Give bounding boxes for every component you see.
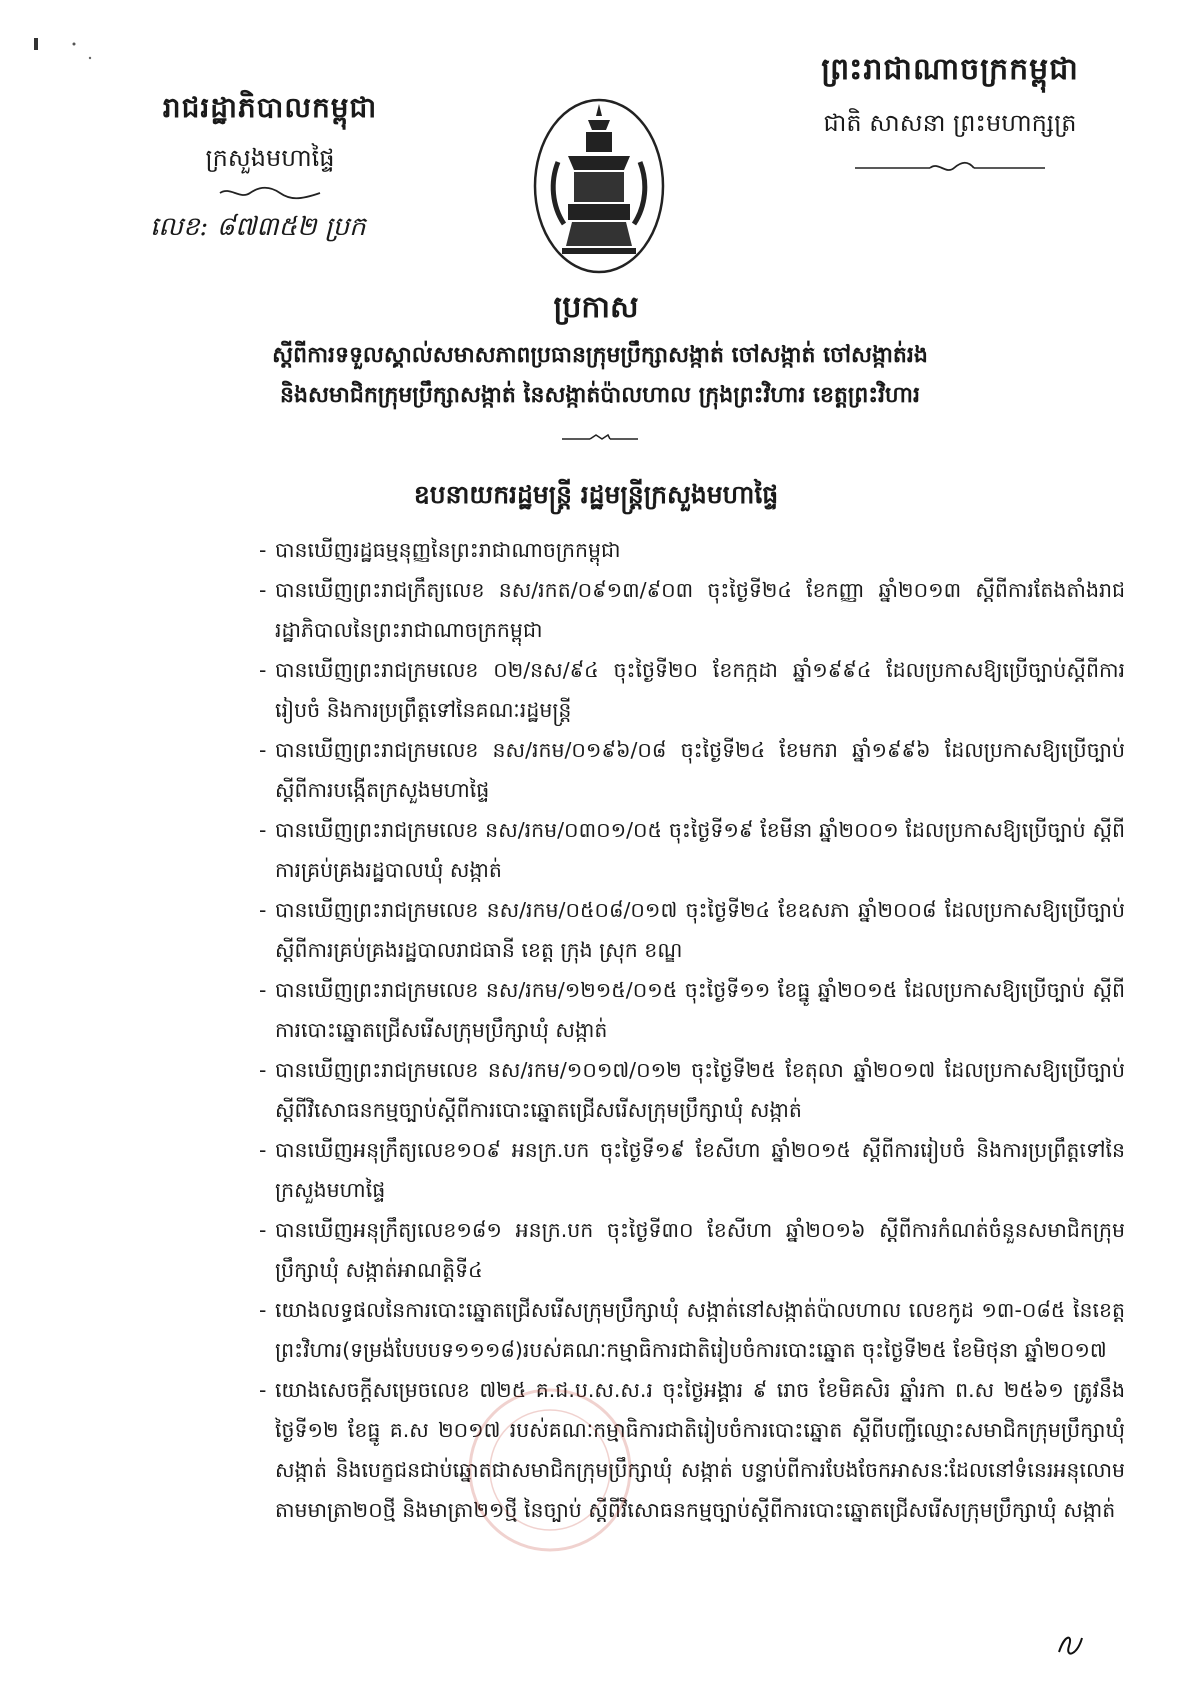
handwritten-initial-icon bbox=[1055, 1630, 1085, 1658]
clause-item: - បានឃើញព្រះរាជក្រមលេខ ០២/នស/៩៤ ចុះថ្ងៃទី២០ ខែកក្កដា ឆ្នាំ១៩៩៤ ដែលប្រកាសឱ្យប្រើច្បាប់ស្តីពីការរៀបចំ និងការប្រព្រឹត្តទៅនៃគណៈរដ្ឋមន្ត្រី bbox=[265, 650, 1125, 730]
clause-item: - បានឃើញអនុក្រឹត្យលេខ១៨១ អនក្រ.បក ចុះថ្ងៃទី៣០ ខែសីហា ឆ្នាំ២០១៦ ស្តីពីការកំណត់ចំនួនសមាជិកក្រុមប្រឹក្សាឃុំ សង្កាត់អាណត្តិទី៤ bbox=[265, 1210, 1125, 1290]
clause-item: - បានឃើញព្រះរាជក្រមលេខ នស/រកម/០៥០៨/០១៧ ចុះថ្ងៃទី២៤ ខែឧសភា ឆ្នាំ២០០៨ ដែលប្រកាសឱ្យប្រើច្បាប់ ស្តីពីការគ្រប់គ្រងរដ្ឋបាលរាជធានី ខេត្ត ក្រុង ស្រុក ខណ្ឌ bbox=[265, 890, 1125, 970]
clause-item: - យោងសេចក្តីសម្រេចលេខ ៧២៥ គ.ជ.ប.ស.ស.រ ចុះថ្ងៃអង្គារ ៩ រោច ខែមិគសិរ ឆ្នាំរកា ព.ស ២៥៦១ ត្រូវនឹងថ្ងៃទី១២ ខែធ្នូ គ.ស ២០១៧ របស់គណៈកម្មាធិការជាតិរៀបចំការបោះឆ្នោត ស្តីពីបញ្ជីឈ្មោះសមាជិកក្រុមប្រឹក្សាឃុំ សង្កាត់ និងបេក្ខជនជាប់ឆ្នោតជាសមាជិកក្រុមប្រឹក្សាឃុំ សង្កាត់ បន្ទាប់ពីការបែងចែកអាសនៈដែលនៅទំនេរអនុលោមតាមមាត្រា២០ថ្មី និងមាត្រា២១ថ្មី នៃច្បាប់ ស្តីពីវិសោធនកម្មច្បាប់ស្តីពីការបោះឆ្នោតជ្រើសរើសក្រុមប្រឹក្សាឃុំ សង្កាត់ bbox=[265, 1370, 1125, 1530]
subtitle-line-2: និងសមាជិកក្រុមប្រឹក្សាសង្កាត់ នៃសង្កាត់ប៉ាលហាល ក្រុងព្រះវិហារ ខេត្តព្រះវិហារ bbox=[280, 382, 920, 408]
clause-list bbox=[265, 530, 1125, 1530]
national-motto: ជាតិ សាសនា ព្រះមហាក្សត្រ bbox=[823, 109, 1077, 137]
document-title: ប្រកាស bbox=[553, 290, 639, 325]
clause-item: - បានឃើញព្រះរាជក្រឹត្យលេខ នស/រកត/០៩១៣/៩០៣ ចុះថ្ងៃទី២៤ ខែកញ្ញា ឆ្នាំ២០១៣ ស្តីពីការតែងតាំងរាជរដ្ឋាភិបាលនៃព្រះរាជាណាចក្រកម្ពុជា bbox=[265, 570, 1125, 650]
clause-item: - បានឃើញរដ្ឋធម្មនុញ្ញនៃព្រះរាជាណាចក្រកម្ពុជា bbox=[265, 530, 1125, 570]
faded-seal-icon bbox=[420, 1380, 680, 1560]
government-name: រាជរដ្ឋាភិបាលកម្ពុជា bbox=[162, 91, 378, 124]
clause-item: - បានឃើញព្រះរាជក្រមលេខ នស/រកម/១២១៥/០១៥ ចុះថ្ងៃទី១១ ខែធ្នូ ឆ្នាំ២០១៥ ដែលប្រកាសឱ្យប្រើច្បាប់ ស្តីពីការបោះឆ្នោតជ្រើសរើសក្រុមប្រឹក្សាឃុំ សង្កាត់ bbox=[265, 970, 1125, 1050]
kingdom-name: ព្រះរាជាណាចក្រកម្ពុជា bbox=[821, 52, 1079, 87]
clause-item: - បានឃើញព្រះរាជក្រមលេខ នស/រកម/១០១៧/០១២ ចុះថ្ងៃទី២៥ ខែតុលា ឆ្នាំ២០១៧ ដែលប្រកាសឱ្យប្រើច្បាប់ ស្តីពីវិសោធនកម្មច្បាប់ស្តីពីការបោះឆ្នោតជ្រើសរើសក្រុមប្រឹក្សាឃុំ សង្កាត់ bbox=[265, 1050, 1125, 1130]
left-header bbox=[110, 90, 430, 248]
reference-number: លេខ: ៨៧៣៥២ ប្រក bbox=[150, 212, 366, 242]
issuing-authority: ឧបនាយករដ្ឋមន្ត្រី រដ្ឋមន្ត្រីក្រសួងមហាផ្ទៃ bbox=[413, 480, 779, 509]
clause-item: - បានឃើញអនុក្រឹត្យលេខ១០៩ អនក្រ.បក ចុះថ្ងៃទី១៩ ខែសីហា ឆ្នាំ២០១៥ ស្តីពីការរៀបចំ និងការប្រព្រឹត្តទៅនៃក្រសួងមហាផ្ទៃ bbox=[265, 1130, 1125, 1210]
scan-speck-marks bbox=[30, 30, 100, 70]
ministry-name: ក្រសួងមហាផ្ទៃ bbox=[205, 144, 335, 172]
right-header bbox=[780, 50, 1120, 179]
clause-item: - យោងលទ្ធផលនៃការបោះឆ្នោតជ្រើសរើសក្រុមប្រឹក្សាឃុំ សង្កាត់នៅសង្កាត់ប៉ាលហាល លេខកូដ ១៣-០៨៥ នៃខេត្តព្រះវិហារ(ទម្រង់បែបបទ១១១៨)របស់គណៈកម្មាធិការជាតិរៀបចំការបោះឆ្នោត ចុះថ្ងៃទី២៥ ខែមិថុនា ឆ្នាំ២០១៧ bbox=[265, 1290, 1125, 1370]
royal-emblem-icon bbox=[528, 86, 670, 276]
section-divider-icon bbox=[560, 432, 640, 446]
subtitle-line-1: ស្តីពីការទទួលស្គាល់សមាសភាពប្រធានក្រុមប្រឹក្សាសង្កាត់ ចៅសង្កាត់ ចៅសង្កាត់រង bbox=[272, 342, 928, 368]
ornament-icon bbox=[215, 186, 325, 200]
clause-item: - បានឃើញព្រះរាជក្រមលេខ នស/រកម/០៣០១/០៥ ចុះថ្ងៃទី១៩ ខែមីនា ឆ្នាំ២០០១ ដែលប្រកាសឱ្យប្រើច្បាប់ ស្តីពីការគ្រប់គ្រងរដ្ឋបាលឃុំ សង្កាត់ bbox=[265, 810, 1125, 890]
ornament-divider-icon bbox=[850, 161, 1050, 175]
clause-item: - បានឃើញព្រះរាជក្រមលេខ នស/រកម/០១៩៦/០៨ ចុះថ្ងៃទី២៤ ខែមករា ឆ្នាំ១៩៩៦ ដែលប្រកាសឱ្យប្រើច្បាប់ ស្តីពីការបង្កើតក្រសួងមហាផ្ទៃ bbox=[265, 730, 1125, 810]
document-subtitle bbox=[150, 335, 1050, 415]
